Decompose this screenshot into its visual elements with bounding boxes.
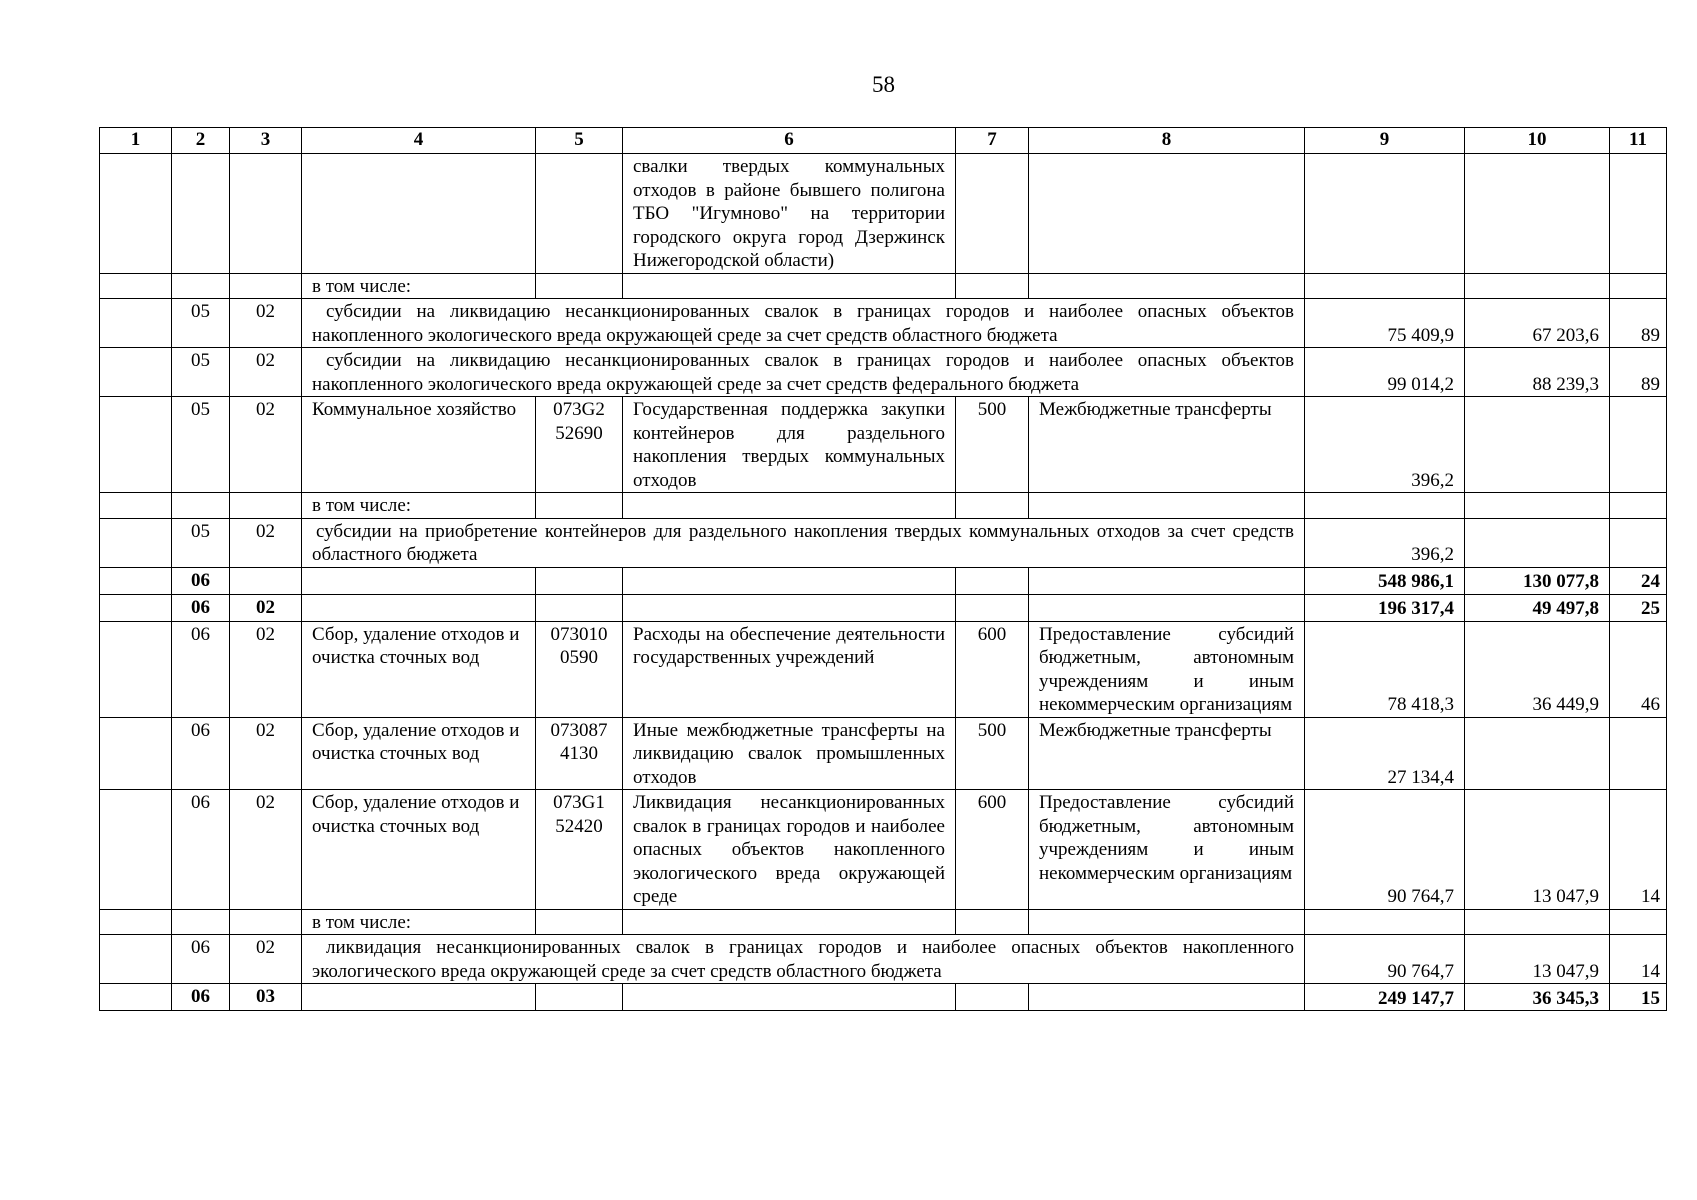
cell-subsection: 02 [230, 348, 302, 397]
cell-including: в том числе: [302, 909, 536, 935]
cell-expense-type: 600 [956, 790, 1029, 910]
cell-category: Сбор, удаление отходов и очистка сточных вод [302, 621, 536, 717]
table-row [100, 348, 1667, 397]
column-header: 5 [536, 128, 623, 154]
cell-amount: 67 203,6 [1465, 299, 1610, 348]
cell-amount: 36 345,3 [1465, 984, 1610, 1011]
cell-section: 06 [172, 621, 230, 717]
cell-percent: 14 [1610, 935, 1667, 984]
cell-expense-type: 500 [956, 717, 1029, 790]
cell-code: 073087 4130 [536, 717, 623, 790]
cell-subsidy-text: субсидии на ликвидацию несанкционированных свалок в границах городов и наиболее опасных объектов накопленного экологического вреда окружающей среде за счет средств федерального бюджета [302, 348, 1305, 397]
cell-amount: 90 764,7 [1305, 935, 1465, 984]
column-header: 1 [100, 128, 172, 154]
column-header: 7 [956, 128, 1029, 154]
cell-amount: 78 418,3 [1305, 621, 1465, 717]
cell-subsection: 02 [230, 594, 302, 621]
cell-subsidy-text: субсидии на ликвидацию несанкционированных свалок в границах городов и наиболее опасных объектов накопленного экологического вреда окружающей среде за счет средств областного бюджета [302, 299, 1305, 348]
cell-section: 06 [172, 984, 230, 1011]
column-header: 8 [1029, 128, 1305, 154]
table-row [100, 154, 1667, 274]
cell-amount: 36 449,9 [1465, 621, 1610, 717]
table-row [100, 518, 1667, 567]
cell-percent: 89 [1610, 348, 1667, 397]
cell-amount: 90 764,7 [1305, 790, 1465, 910]
table-row [100, 397, 1667, 493]
cell-section: 06 [172, 567, 230, 594]
cell-amount: 396,2 [1305, 397, 1465, 493]
table-row [100, 621, 1667, 717]
cell-amount: 396,2 [1305, 518, 1465, 567]
cell-amount: 49 497,8 [1465, 594, 1610, 621]
cell-subsection: 02 [230, 790, 302, 910]
cell-amount: 75 409,9 [1305, 299, 1465, 348]
table-row [100, 273, 1667, 299]
column-header: 2 [172, 128, 230, 154]
cell-including: в том числе: [302, 273, 536, 299]
cell-expense-name: Межбюджетные трансферты [1029, 717, 1305, 790]
cell-expense-name: Предоставление субсидий бюджетным, автономным учреждениям и иным некоммерческим организациям [1029, 790, 1305, 910]
table-row [100, 717, 1667, 790]
cell-code: 073G1 52420 [536, 790, 623, 910]
cell-percent: 46 [1610, 621, 1667, 717]
cell-section: 06 [172, 790, 230, 910]
cell-subsection: 02 [230, 518, 302, 567]
table-row [100, 984, 1667, 1011]
cell-subsection: 02 [230, 299, 302, 348]
table-row [100, 567, 1667, 594]
page-number: 58 [872, 72, 895, 97]
cell-code: 073G2 52690 [536, 397, 623, 493]
table-row [100, 299, 1667, 348]
cell-section: 06 [172, 594, 230, 621]
cell-section: 06 [172, 935, 230, 984]
column-header: 6 [623, 128, 956, 154]
cell-subsection: 02 [230, 397, 302, 493]
table-row [100, 790, 1667, 910]
cell-section: 06 [172, 717, 230, 790]
cell-amount: 130 077,8 [1465, 567, 1610, 594]
cell-subsection: 02 [230, 935, 302, 984]
cell-category: Сбор, удаление отходов и очистка сточных вод [302, 790, 536, 910]
budget-table [99, 127, 1667, 1011]
cell-code: 073010 0590 [536, 621, 623, 717]
column-header: 3 [230, 128, 302, 154]
cell-category: Коммунальное хозяйство [302, 397, 536, 493]
cell-expense-name: Межбюджетные трансферты [1029, 397, 1305, 493]
cell-amount: 99 014,2 [1305, 348, 1465, 397]
column-header: 11 [1610, 128, 1667, 154]
cell-amount: 249 147,7 [1305, 984, 1465, 1011]
cell-subsection: 02 [230, 717, 302, 790]
cell-description: Ликвидация несанкционированных свалок в границах городов и наиболее опасных объектов накопленного экологического вреда окружающей среде [623, 790, 956, 910]
cell-description: Государственная поддержка закупки контейнеров для раздельного накопления твердых коммунальных отходов [623, 397, 956, 493]
cell-section: 05 [172, 299, 230, 348]
column-header: 4 [302, 128, 536, 154]
cell-including: в том числе: [302, 493, 536, 519]
header-row [100, 128, 1667, 154]
cell-percent: 14 [1610, 790, 1667, 910]
cell-amount: 13 047,9 [1465, 790, 1610, 910]
cell-subsidy-text: ликвидация несанкционированных свалок в границах городов и наиболее опасных объектов накопленного экологического вреда окружающей среде за счет средств областного бюджета [302, 935, 1305, 984]
cell-section: 05 [172, 348, 230, 397]
table-row [100, 935, 1667, 984]
cell-amount: 548 986,1 [1305, 567, 1465, 594]
cell-description: свалки твердых коммунальных отходов в районе бывшего полигона ТБО "Игумново" на территории городского округа город Дзержинск Нижегородской области) [623, 154, 956, 274]
cell-subsidy-text: субсидии на приобретение контейнеров для раздельного накопления твердых коммунальных отходов за счет средств областного бюджета [302, 518, 1305, 567]
cell-expense-name: Предоставление субсидий бюджетным, автономным учреждениям и иным некоммерческим организациям [1029, 621, 1305, 717]
cell-subsection: 02 [230, 621, 302, 717]
cell-amount: 88 239,3 [1465, 348, 1610, 397]
cell-percent: 15 [1610, 984, 1667, 1011]
table-row [100, 493, 1667, 519]
column-header: 9 [1305, 128, 1465, 154]
cell-amount: 13 047,9 [1465, 935, 1610, 984]
cell-category: Сбор, удаление отходов и очистка сточных вод [302, 717, 536, 790]
cell-description: Иные межбюджетные трансферты на ликвидацию свалок промышленных отходов [623, 717, 956, 790]
cell-section: 05 [172, 518, 230, 567]
cell-description: Расходы на обеспечение деятельности государственных учреждений [623, 621, 956, 717]
table-row [100, 594, 1667, 621]
cell-amount: 196 317,4 [1305, 594, 1465, 621]
cell-expense-type: 600 [956, 621, 1029, 717]
column-header: 10 [1465, 128, 1610, 154]
cell-subsection: 03 [230, 984, 302, 1011]
cell-percent: 24 [1610, 567, 1667, 594]
cell-percent: 89 [1610, 299, 1667, 348]
cell-percent: 25 [1610, 594, 1667, 621]
cell-amount: 27 134,4 [1305, 717, 1465, 790]
cell-expense-type: 500 [956, 397, 1029, 493]
cell-section: 05 [172, 397, 230, 493]
table-row [100, 909, 1667, 935]
